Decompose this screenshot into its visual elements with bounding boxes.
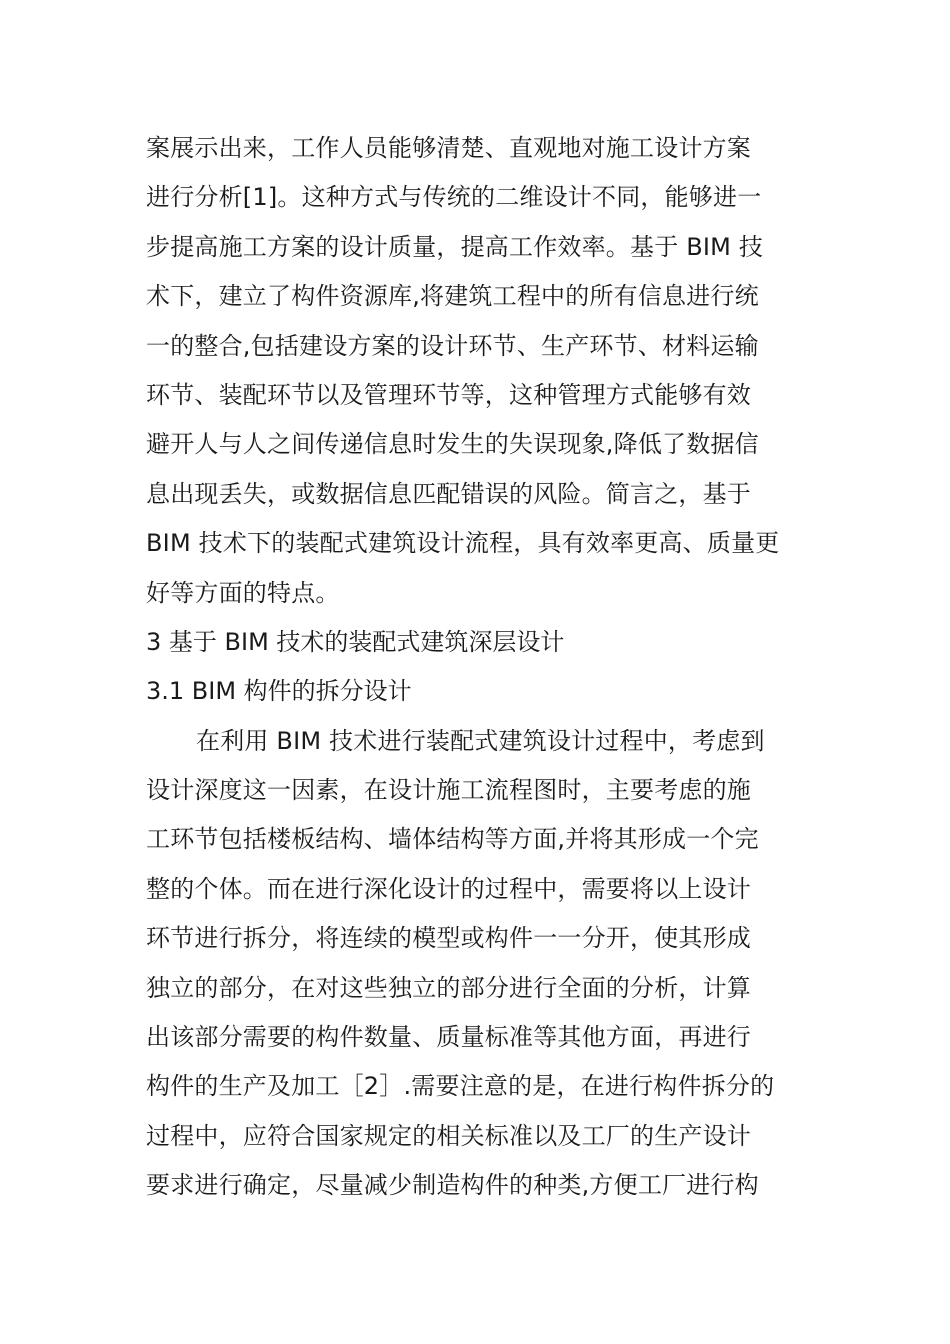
- text-line: 要求进行确定，尽量减少制造构件的种类,方便工厂进行构: [146, 1171, 759, 1200]
- section-heading: 3 基于 BIM 技术的装配式建筑深层设计: [146, 627, 565, 656]
- text-line: 在利用 BIM 技术进行装配式建筑设计过程中，考虑到: [196, 726, 765, 755]
- text-line: 出该部分需要的构件数量、质量标准等其他方面，再进行: [146, 1023, 751, 1052]
- text-line: 好等方面的特点。: [146, 578, 340, 607]
- body-text: [146, 124, 826, 1211]
- text-line: 术下，建立了构件资源库,将建筑工程中的所有信息进行统: [146, 282, 759, 311]
- text-line: 进行分析[1]。这种方式与传统的二维设计不同，能够进一: [146, 183, 762, 212]
- text-line: 息出现丢失，或数据信息匹配错误的风险。简言之，基于: [146, 479, 751, 508]
- text-line: 整的个体。而在进行深化设计的过程中，需要将以上设计: [146, 874, 751, 903]
- text-line: 环节进行拆分，将连续的模型或构件一一分开，使其形成: [146, 924, 751, 953]
- text-line: BIM 技术下的装配式建筑设计流程，具有效率更高、质量更: [146, 529, 780, 558]
- text-line: 独立的部分，在对这些独立的部分进行全面的分析，计算: [146, 973, 751, 1002]
- text-line: 步提高施工方案的设计质量，提高工作效率。基于 BIM 技: [146, 232, 764, 261]
- text-line: 设计深度这一因素，在设计施工流程图时，主要考虑的施: [146, 776, 751, 805]
- text-line: 案展示出来，工作人员能够清楚、直观地对施工设计方案: [146, 134, 751, 162]
- text-line: 环节、装配环节以及管理环节等，这种管理方式能够有效: [146, 380, 751, 409]
- text-line: 构件的生产及加工［2］.需要注意的是，在进行构件拆分的: [146, 1072, 775, 1101]
- text-line: 一的整合,包括建设方案的设计环节、生产环节、材料运输: [146, 331, 759, 360]
- text-line: 工环节包括楼板结构、墙体结构等方面,并将其形成一个完: [146, 825, 759, 854]
- paragraph: [146, 717, 826, 1211]
- text-line: 避开人与人之间传递信息时发生的失误现象,降低了数据信: [146, 430, 759, 459]
- subsection-heading: 3.1 BIM 构件的拆分设计: [146, 677, 412, 706]
- text-line: 过程中，应符合国家规定的相关标准以及工厂的生产设计: [146, 1121, 751, 1150]
- paragraph: [146, 124, 826, 618]
